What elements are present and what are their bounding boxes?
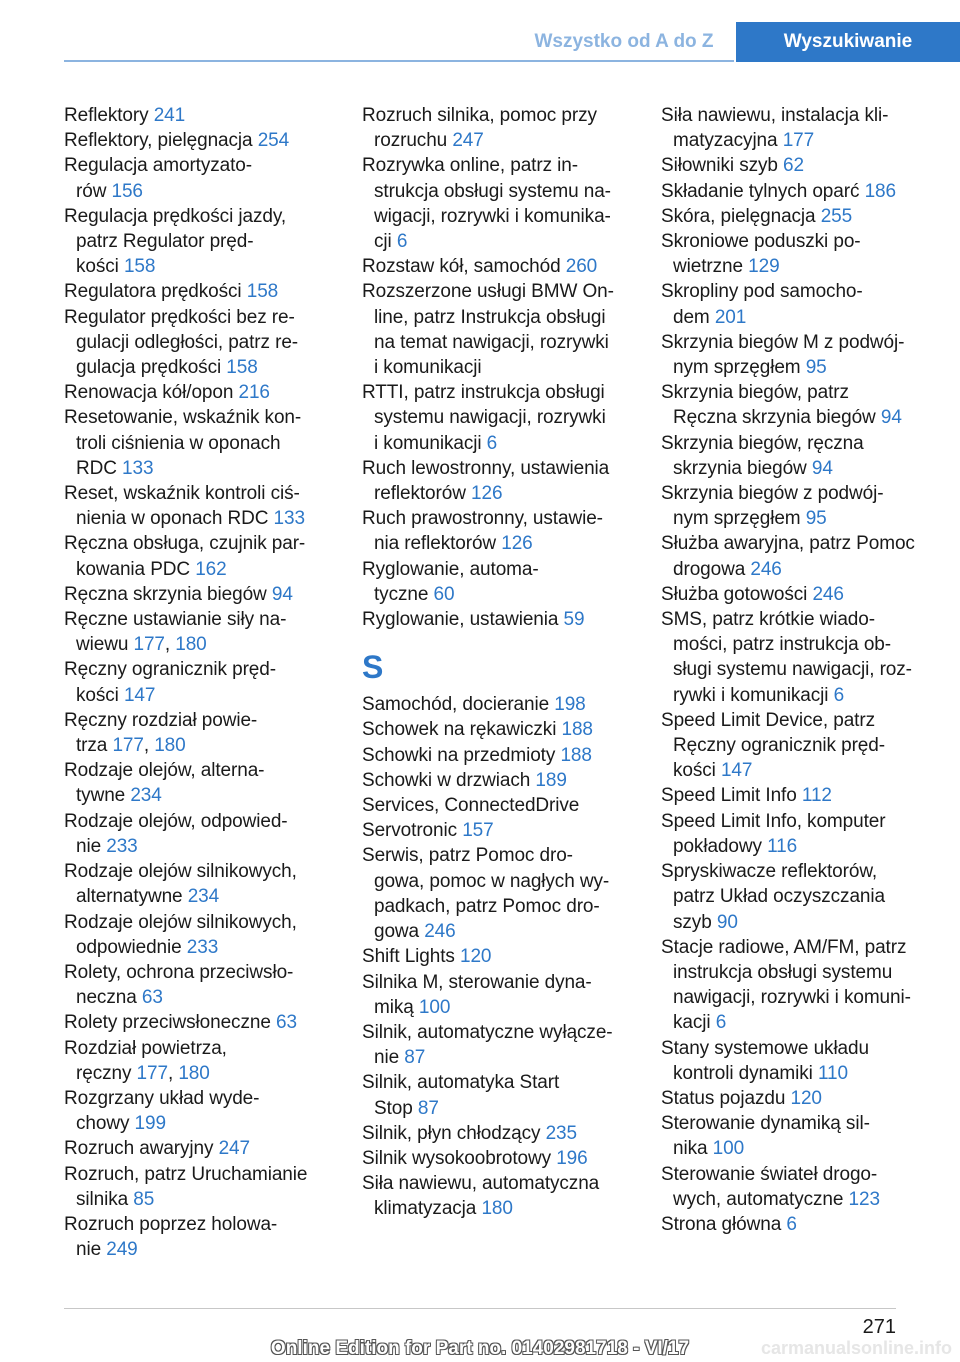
index-entry	[661, 380, 933, 430]
page-reference-link[interactable]: 188	[560, 744, 592, 766]
index-entry	[661, 481, 933, 531]
page-reference-link[interactable]: 255	[820, 205, 853, 227]
page-reference-link[interactable]: 94	[880, 407, 902, 429]
page-reference-link[interactable]: 158	[226, 357, 258, 379]
index-entry	[661, 229, 933, 279]
index-entry	[661, 809, 933, 859]
index-term: Servotronic	[362, 820, 463, 842]
index-entry	[64, 758, 336, 808]
header-tabs	[512, 22, 960, 62]
index-entry	[661, 204, 933, 229]
index-term: Rolety przeciwsłoneczne	[64, 1012, 276, 1034]
index-term: Reset, wskaźnik kontroli ciś- nienia w oponach RDC	[64, 483, 300, 530]
index-entry	[362, 692, 634, 717]
index-entry	[362, 944, 634, 969]
page-reference-link[interactable]: 129	[748, 256, 780, 278]
index-term: Rozrywka online, patrz in- strukcja obsługi systemu na- wigacji, rozrywki i komunika- cji	[362, 155, 611, 253]
index-entry	[64, 305, 336, 381]
index-term: Silnika M, sterowanie dyna- miką	[362, 971, 592, 1018]
index-term: Ręczny rozdział powie- trza	[64, 709, 258, 757]
index-entry	[64, 1162, 336, 1212]
index-entry	[64, 531, 336, 581]
index-entry	[64, 1086, 336, 1136]
index-entry	[362, 607, 634, 632]
page-reference-link[interactable]: 123	[848, 1188, 880, 1210]
index-entry	[64, 481, 336, 531]
index-term: Służba gotowości	[661, 583, 813, 605]
page-reference-link[interactable]: 85	[133, 1188, 155, 1210]
index-entry	[362, 1020, 634, 1070]
footer-divider	[64, 1308, 896, 1309]
tab-search[interactable]: Wyszukiwanie	[736, 22, 960, 62]
index-entry	[64, 204, 336, 280]
page-reference-link[interactable]: 177	[112, 735, 144, 757]
page-reference-link[interactable]: 87	[417, 1097, 439, 1119]
index-column-3	[661, 103, 933, 1237]
index-entry	[661, 153, 933, 178]
page-reference-link[interactable]: 260	[565, 256, 598, 278]
index-term: Resetowanie, wskaźnik kon- troli ciśnienia w oponach RDC	[64, 407, 302, 479]
page-reference-link[interactable]: 110	[817, 1062, 848, 1084]
index-entry	[661, 783, 933, 808]
index-term: Siła nawiewu, instalacja kli- matyzacyjna	[661, 105, 889, 152]
page-reference-link[interactable]: 162	[195, 558, 227, 580]
index-term: Regulacja amortyzato- rów	[64, 155, 252, 202]
page-reference-link[interactable]: 59	[563, 609, 585, 631]
index-term: Ręczne ustawianie siły na- wiewu	[64, 609, 287, 656]
index-term: Ryglowanie, automa- tyczne	[362, 558, 539, 605]
index-entry	[64, 1212, 336, 1262]
page-reference-link[interactable]: 249	[106, 1239, 138, 1261]
page-reference-link[interactable]: 233	[106, 835, 138, 857]
index-term: Sterowanie świateł drogo- wych, automatyczne	[661, 1163, 878, 1210]
index-entry	[64, 582, 336, 607]
index-entry	[64, 405, 336, 481]
page-reference-link[interactable]: 90	[716, 911, 738, 933]
page-reference-link[interactable]: 234	[130, 785, 162, 807]
page-reference-link[interactable]: 180	[178, 1062, 210, 1084]
index-entry	[362, 153, 634, 254]
index-term: Silnik, automatyka Start Stop	[362, 1072, 560, 1119]
index-term: RTTI, patrz instrukcja obsługi systemu nawigacji, rozrywki i komunikacji	[362, 382, 606, 454]
page-reference-link[interactable]: 112	[801, 785, 832, 807]
index-entry	[661, 330, 933, 380]
index-term: Speed Limit Info, komputer pokładowy	[661, 810, 886, 857]
page-reference-link[interactable]: 63	[141, 987, 163, 1009]
index-entry	[661, 607, 933, 708]
index-term: Sterowanie dynamiką sil- nika	[661, 1113, 870, 1160]
page-number: 271	[862, 1316, 896, 1338]
index-term: Rozszerzone usługi BMW On- line, patrz Instrukcja obsługi na temat nawigacji, rozrywki i komunikacji	[362, 281, 614, 379]
index-term: Rozstaw kół, samochód	[362, 256, 566, 278]
page-reference-link[interactable]: 186	[864, 180, 896, 202]
index-term: Samochód, docieranie	[362, 694, 555, 716]
page-reference-link[interactable]: 177	[782, 130, 815, 152]
page-reference-link[interactable]: 180	[175, 634, 207, 656]
index-entry	[362, 793, 634, 818]
index-entry	[362, 1171, 634, 1221]
index-term: Status pojazdu	[661, 1087, 791, 1109]
index-term: Speed Limit Info	[661, 785, 802, 807]
page-reference-link[interactable]: 246	[750, 558, 782, 580]
index-entry	[362, 717, 634, 742]
index-entry	[661, 1036, 933, 1086]
watermark: carmanualsonline.info	[760, 1338, 952, 1358]
index-entry: Ręczny rozdział powie- trza 177, 180	[64, 709, 258, 757]
index-entry	[362, 1121, 634, 1146]
index-entry	[362, 843, 634, 944]
index-entry	[64, 279, 336, 304]
index-term: Służba awaryjna, patrz Pomoc drogowa	[661, 533, 915, 580]
index-term: Rodzaje olejów, alterna- tywne	[64, 760, 265, 807]
page-reference-link[interactable]: 62	[783, 155, 804, 177]
index-term: Reflektory, pielęgnacja	[64, 130, 258, 152]
index-entry	[661, 103, 933, 153]
index-entry	[64, 380, 336, 405]
index-term: Silnik, automatyczne wyłącze- nie	[362, 1021, 613, 1069]
index-entry	[362, 743, 634, 768]
page-reference-link[interactable]: 235	[545, 1122, 577, 1144]
index-entry	[362, 279, 634, 380]
page-reference-link[interactable]: 247	[218, 1138, 250, 1160]
page-reference-link[interactable]: 156	[111, 180, 143, 202]
edition-footer: Online Edition for Part no. 01402981718 - VI/17	[270, 1338, 690, 1359]
page-reference-link[interactable]: 133	[273, 508, 305, 530]
index-term: Regulatora prędkości	[64, 281, 247, 303]
index-entry	[362, 1146, 634, 1171]
page-reference-link[interactable]: 6	[786, 1213, 797, 1235]
page-reference-link[interactable]: 199	[134, 1113, 166, 1135]
index-entry	[661, 431, 933, 481]
page-reference-link[interactable]: 60	[433, 583, 455, 605]
index-term: Skrzynia biegów z podwój- nym sprzęgłem	[661, 483, 884, 530]
page-reference-link[interactable]: 216	[238, 382, 270, 404]
page-reference-link[interactable]: 6	[486, 432, 498, 454]
page-reference-link[interactable]: 100	[712, 1138, 745, 1160]
index-term: Ryglowanie, ustawienia	[362, 609, 564, 631]
index-column-1	[64, 103, 336, 1262]
index-entry	[64, 809, 336, 859]
index-term: Silnik wysokoobrotowy	[362, 1147, 557, 1169]
page-reference-link[interactable]: 63	[275, 1012, 297, 1034]
index-entry	[661, 708, 933, 784]
index-term: Siła nawiewu, automatyczna klimatyzacja	[362, 1173, 600, 1220]
page-reference-link[interactable]: 180	[481, 1198, 513, 1220]
index-entry	[362, 456, 634, 506]
index-entry	[362, 380, 634, 456]
index-entry	[661, 935, 933, 1036]
index-term: Rozdział powietrza, ręczny	[64, 1037, 227, 1084]
page-reference-link[interactable]: 100	[418, 996, 451, 1018]
index-term: Skóra, pielęgnacja	[661, 205, 821, 227]
page-reference-link[interactable]: 6	[715, 1012, 727, 1034]
index-entry	[64, 910, 336, 960]
page-reference-link[interactable]: 158	[246, 281, 279, 303]
header-divider	[64, 60, 734, 62]
page-reference-link[interactable]: 196	[556, 1147, 588, 1169]
index-term: Speed Limit Device, patrz Ręczny ogranicznik pręd- kości	[661, 709, 885, 782]
page-reference-link[interactable]: 94	[811, 457, 833, 479]
page-reference-link[interactable]: 147	[123, 684, 156, 706]
index-entry	[362, 768, 634, 793]
index-term: Skropliny pod samocho- dem	[661, 281, 863, 328]
index-entry	[661, 279, 933, 329]
page-reference-link[interactable]: 246	[812, 583, 844, 605]
page-reference-link[interactable]: 94	[271, 583, 293, 605]
index-term: Rodzaje olejów silnikowych, odpowiednie	[64, 911, 297, 958]
page-reference-link[interactable]: 177	[136, 1062, 168, 1084]
index-term: Skrzynia biegów, ręczna skrzynia biegów	[661, 432, 864, 479]
index-entry	[64, 960, 336, 1010]
page-reference-link[interactable]: 177	[133, 634, 165, 656]
page-reference-link[interactable]: 234	[187, 886, 220, 908]
page-reference-link[interactable]: 95	[805, 508, 827, 530]
index-term: Ręczna obsługa, czujnik par- kowania PDC	[64, 533, 306, 580]
index-entry	[362, 506, 634, 556]
page-reference-link[interactable]: 157	[462, 820, 494, 842]
index-term: Strona główna	[661, 1213, 787, 1235]
index-term: Rolety, ochrona przeciwsło- neczna	[64, 961, 294, 1009]
index-entry	[661, 531, 933, 581]
index-term: Renowacja kół/opon	[64, 382, 239, 404]
index-term: Schowki w drzwiach	[362, 769, 536, 791]
index-term: Ręczna skrzynia biegów	[64, 583, 272, 605]
page-reference-link[interactable]: 246	[424, 921, 456, 943]
index-entry	[661, 1111, 933, 1161]
index-term: Regulacja prędkości jazdy, patrz Regulator pręd- kości	[64, 205, 286, 278]
page-reference-link[interactable]: 87	[404, 1047, 426, 1069]
index-term: Ręczny ogranicznik pręd- kości	[64, 659, 276, 706]
index-entry	[362, 557, 634, 607]
page-reference-link[interactable]: 120	[790, 1087, 822, 1109]
index-term: Skrzynia biegów M z podwój- nym sprzęgłem	[661, 331, 905, 379]
page-reference-link[interactable]: 201	[714, 306, 747, 328]
index-term: Regulator prędkości bez re- gulacji odległości, patrz re- gulacja prędkości	[64, 306, 299, 379]
index-term: Składanie tylnych oparć	[661, 180, 865, 202]
index-entry	[362, 1070, 634, 1120]
index-entry	[661, 1212, 933, 1237]
index-entry	[64, 657, 336, 707]
index-term: Stany systemowe układu kontroli dynamiki	[661, 1037, 869, 1084]
index-term: Reflektory	[64, 105, 154, 126]
index-term: Skroniowe poduszki po- wietrzne	[661, 231, 861, 278]
index-entry	[64, 1010, 336, 1035]
index-term: Ruch lewostronny, ustawienia reflektorów	[362, 457, 610, 505]
index-term: Rodzaje olejów, odpowied- nie	[64, 810, 288, 857]
section-letter: S	[362, 649, 384, 686]
index-term: Shift Lights	[362, 946, 460, 968]
page-reference-link[interactable]: 189	[535, 769, 567, 791]
index-term: Rozgrzany układ wyde- chowy	[64, 1087, 260, 1135]
index-entry	[661, 179, 933, 204]
index-column-2	[362, 103, 634, 1222]
index-entry: Rozdział powietrza, ręczny 177, 180	[64, 1037, 227, 1084]
index-term: Skrzynia biegów, patrz Ręczna skrzynia biegów	[661, 382, 876, 429]
index-entry	[362, 103, 634, 153]
page-reference-link[interactable]: 120	[459, 946, 492, 968]
index-entry	[661, 582, 933, 607]
index-term: Silnik, płyn chłodzący	[362, 1122, 546, 1144]
tab-a-to-z[interactable]: Wszystko od A do Z	[512, 22, 736, 62]
index-term: Siłowniki szyb	[661, 155, 784, 177]
index-entry	[64, 128, 336, 153]
index-term: Stacje radiowe, AM/FM, patrz instrukcja obsługi systemu nawigacji, rozrywki i komuni- kacji	[661, 936, 911, 1034]
index-entry	[64, 153, 336, 203]
index-entry	[362, 970, 634, 1020]
page-reference-link[interactable]: 126	[471, 483, 503, 505]
page-reference-link[interactable]: 233	[186, 936, 219, 958]
page-reference-link[interactable]: 147	[720, 760, 753, 782]
page-reference-link[interactable]: 188	[561, 719, 593, 741]
index-term: SMS, patrz krótkie wiado- mości, patrz instrukcja ob- sługi systemu nawigacji, roz- rywki i komunikacji	[661, 609, 912, 706]
page-reference-link[interactable]: 198	[554, 694, 586, 716]
index-entry	[64, 103, 336, 128]
page-reference-link[interactable]: 247	[452, 130, 484, 152]
index-term: Rozruch awaryjny	[64, 1138, 219, 1160]
index-term: Rozruch poprzez holowa- nie	[64, 1213, 278, 1261]
index-term: Serwis, patrz Pomoc dro- gowa, pomoc w nagłych wy- padkach, patrz Pomoc dro- gowa	[362, 845, 610, 943]
index-entry	[362, 818, 634, 843]
page-reference-link[interactable]: 254	[257, 130, 290, 152]
page-reference-link[interactable]: 116	[767, 835, 798, 857]
index-entry	[362, 254, 634, 279]
index-entry	[64, 1136, 336, 1161]
index-term: Rozruch, patrz Uruchamianie silnika	[64, 1163, 308, 1210]
index-entry	[661, 1162, 933, 1212]
page-reference-link[interactable]: 126	[501, 533, 533, 555]
index-entry	[661, 1086, 933, 1111]
index-term: Spryskiwacze reflektorów, patrz Układ oczyszczania szyb	[661, 861, 885, 933]
page-reference-link[interactable]: 158	[123, 256, 156, 278]
index-term: Rozruch silnika, pomoc przy rozruchu	[362, 105, 597, 152]
index-entry	[64, 859, 336, 909]
index-entry: Ręczne ustawianie siły na- wiewu 177, 180	[64, 609, 287, 656]
index-term: Schowki na przedmioty	[362, 744, 561, 766]
index-term: Services, ConnectedDrive	[362, 795, 580, 817]
page-reference-link[interactable]: 6	[396, 231, 408, 253]
page-reference-link[interactable]: 6	[833, 684, 845, 706]
page-reference-link[interactable]: 133	[122, 457, 154, 479]
index-term: Ruch prawostronny, ustawie- nia reflektorów	[362, 508, 603, 555]
index-term: Schowek na rękawiczki	[362, 719, 562, 741]
index-entry	[661, 859, 933, 935]
index-term: Rodzaje olejów silnikowych, alternatywne	[64, 861, 297, 908]
page-reference-link[interactable]: 241	[153, 105, 186, 126]
page-reference-link[interactable]: 180	[154, 735, 186, 757]
page-reference-link[interactable]: 95	[805, 357, 827, 379]
